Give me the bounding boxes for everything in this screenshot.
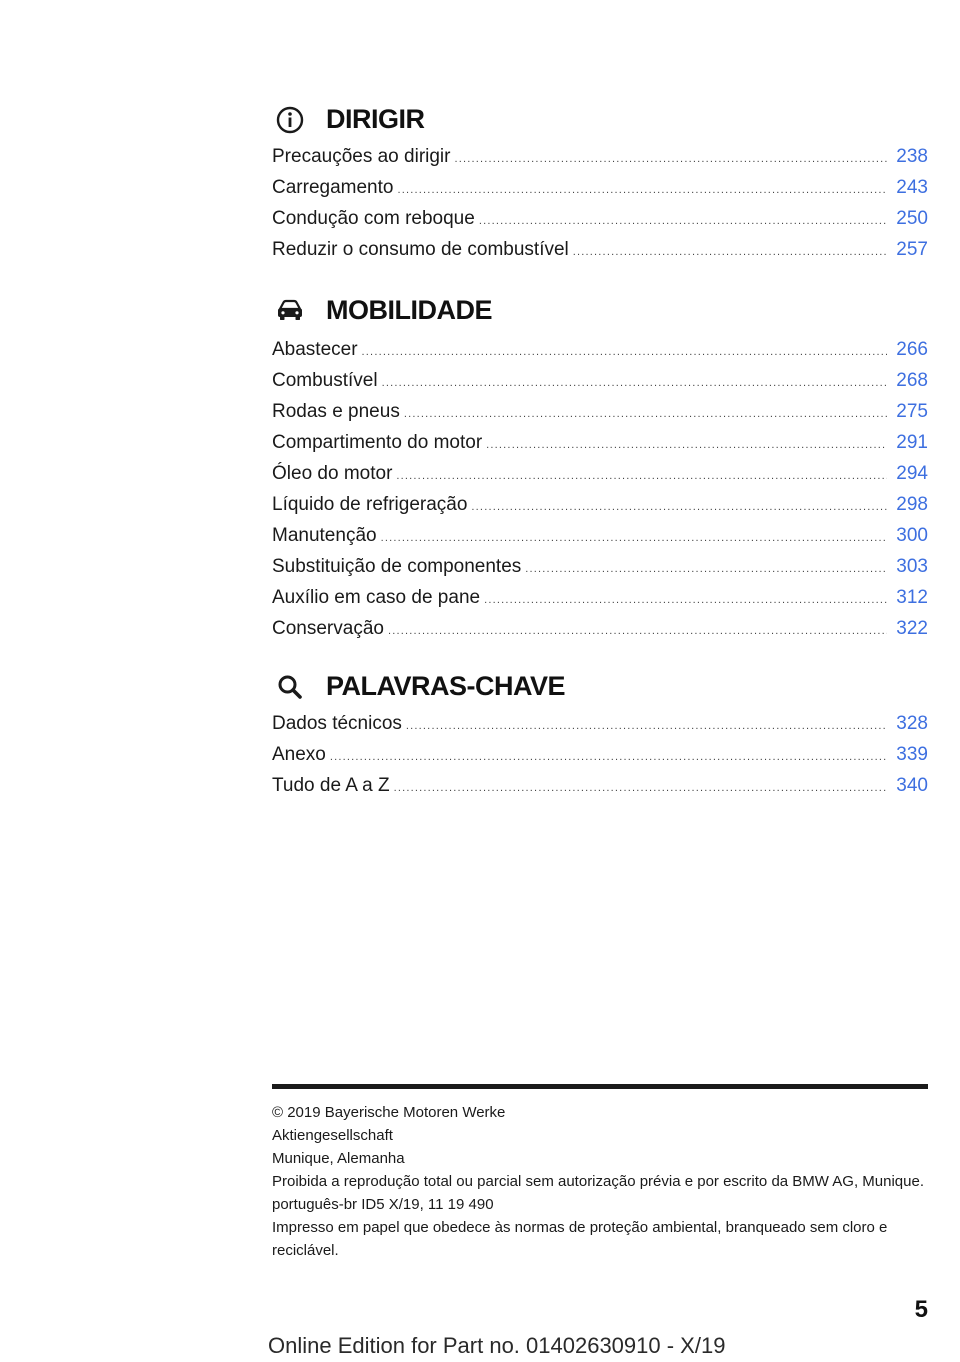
dot-leader xyxy=(479,206,887,237)
dot-leader xyxy=(404,399,887,430)
toc-page-link[interactable]: 266 xyxy=(896,339,928,360)
toc-list xyxy=(272,141,928,265)
imprint-company: Aktiengesellschaft xyxy=(272,1127,393,1144)
toc-entry[interactable] xyxy=(272,141,928,172)
toc-page-link[interactable]: 298 xyxy=(896,494,928,515)
toc-entry[interactable] xyxy=(272,708,928,739)
imprint-location: Munique, Alemanha xyxy=(272,1150,405,1167)
section-header xyxy=(272,292,928,332)
toc-page-link[interactable]: 243 xyxy=(896,177,928,198)
car-icon xyxy=(275,296,305,326)
imprint xyxy=(272,1101,928,1262)
section-title: DIRIGIR xyxy=(326,104,425,134)
dot-leader xyxy=(486,430,887,461)
imprint-paper-notice: Impresso em papel que obedece às normas de proteção ambiental, branqueado sem cloro e reciclável. xyxy=(272,1219,888,1259)
section-header xyxy=(272,668,928,708)
dot-leader xyxy=(573,237,888,268)
imprint-edition-id: português-br ID5 X/19, 11 19 490 xyxy=(272,1196,494,1213)
toc-entry[interactable] xyxy=(272,234,928,265)
toc-page-link[interactable]: 238 xyxy=(896,146,928,167)
toc-page-link[interactable]: 291 xyxy=(896,432,928,453)
toc-page-link[interactable]: 294 xyxy=(896,463,928,484)
dot-leader xyxy=(388,616,887,647)
toc-entry-label: Óleo do motor xyxy=(272,463,393,484)
dot-leader xyxy=(394,773,888,804)
section-dirigir xyxy=(272,101,928,265)
toc-entry[interactable] xyxy=(272,520,928,551)
dot-leader xyxy=(471,492,887,523)
toc-page-link[interactable]: 250 xyxy=(896,208,928,229)
toc-entry-label: Manutenção xyxy=(272,525,377,546)
toc-page-link[interactable]: 303 xyxy=(896,556,928,577)
dot-leader xyxy=(362,337,888,368)
toc-entry[interactable] xyxy=(272,613,928,644)
toc-entry-label: Carregamento xyxy=(272,177,394,198)
toc-list xyxy=(272,334,928,644)
dot-leader xyxy=(484,585,887,616)
toc-entry[interactable] xyxy=(272,365,928,396)
dot-leader xyxy=(330,742,887,773)
toc-entry[interactable] xyxy=(272,582,928,613)
toc-page-link[interactable]: 322 xyxy=(896,618,928,639)
toc-entry[interactable] xyxy=(272,396,928,427)
toc-entry-label: Condução com reboque xyxy=(272,208,475,229)
toc-page-link[interactable]: 312 xyxy=(896,587,928,608)
toc-page-link[interactable]: 300 xyxy=(896,525,928,546)
toc-entry-label: Compartimento do motor xyxy=(272,432,483,453)
toc-entry-label: Auxílio em caso de pane xyxy=(272,587,481,608)
section-title: MOBILIDADE xyxy=(326,295,492,325)
section-mobilidade xyxy=(272,292,928,644)
dot-leader xyxy=(454,144,887,175)
toc-entry[interactable] xyxy=(272,489,928,520)
toc-entry-label: Abastecer xyxy=(272,339,358,360)
toc-entry-label: Precauções ao dirigir xyxy=(272,146,451,167)
toc-page-link[interactable]: 268 xyxy=(896,370,928,391)
toc-entry-label: Dados técnicos xyxy=(272,713,402,734)
dot-leader xyxy=(396,461,887,492)
toc-list xyxy=(272,708,928,801)
toc-entry[interactable] xyxy=(272,427,928,458)
search-icon xyxy=(275,672,305,702)
toc-page-link[interactable]: 257 xyxy=(896,239,928,260)
toc-entry-label: Reduzir o consumo de combustível xyxy=(272,239,569,260)
section-palavras-chave xyxy=(272,668,928,801)
toc-page-link[interactable]: 328 xyxy=(896,713,928,734)
dot-leader xyxy=(382,368,888,399)
imprint-copyright: © 2019 Bayerische Motoren Werke xyxy=(272,1104,506,1121)
dot-leader xyxy=(397,175,887,206)
toc-entry[interactable] xyxy=(272,334,928,365)
footer-edition: Online Edition for Part no. 01402630910 - X/19 xyxy=(268,1333,726,1358)
imprint-divider xyxy=(272,1084,928,1089)
toc-entry-label: Anexo xyxy=(272,744,326,765)
toc-entry-label: Tudo de A a Z xyxy=(272,775,390,796)
toc-page-link[interactable]: 275 xyxy=(896,401,928,422)
toc-entry[interactable] xyxy=(272,458,928,489)
dot-leader xyxy=(525,554,887,585)
imprint-reproduction-notice: Proibida a reprodução total ou parcial sem autorização prévia e por escrito da BMW AG, Munique. xyxy=(272,1173,925,1190)
toc-entry[interactable] xyxy=(272,770,928,801)
toc-entry[interactable] xyxy=(272,203,928,234)
toc-entry-label: Conservação xyxy=(272,618,384,639)
toc-entry-label: Rodas e pneus xyxy=(272,401,400,422)
toc-entry[interactable] xyxy=(272,551,928,582)
toc-entry-label: Líquido de refrigeração xyxy=(272,494,468,515)
toc-page-link[interactable]: 340 xyxy=(896,775,928,796)
section-header xyxy=(272,101,928,141)
info-icon xyxy=(275,105,305,135)
toc-entry-label: Combustível xyxy=(272,370,378,391)
page-number: 5 xyxy=(914,1296,928,1323)
dot-leader xyxy=(381,523,888,554)
dot-leader xyxy=(406,711,887,742)
section-title: PALAVRAS-CHAVE xyxy=(326,671,566,701)
toc-entry[interactable] xyxy=(272,739,928,770)
toc-page-link[interactable]: 339 xyxy=(896,744,928,765)
toc-entry-label: Substituição de componentes xyxy=(272,556,522,577)
toc-entry[interactable] xyxy=(272,172,928,203)
